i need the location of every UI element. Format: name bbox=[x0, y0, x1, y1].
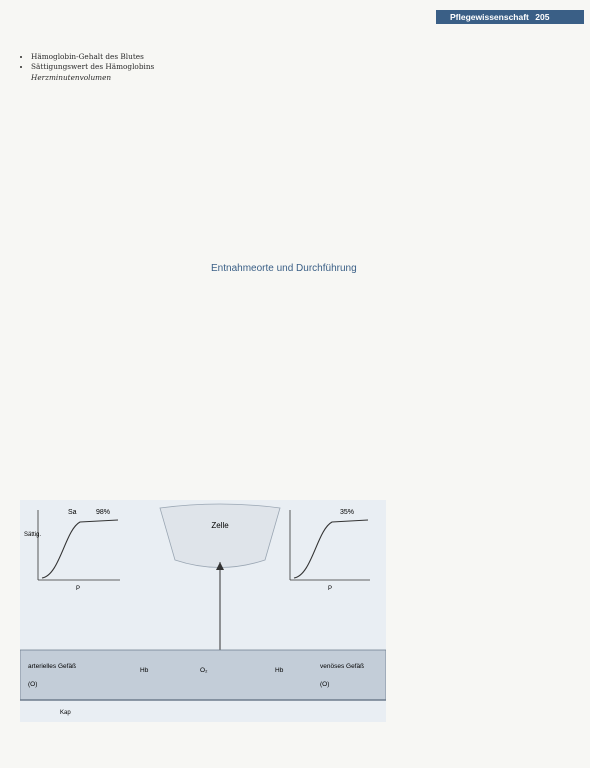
bullet-item: • Hämoglobin-Gehalt des Blutes bbox=[31, 52, 193, 62]
left-sat-unit: Sättig. bbox=[24, 532, 42, 538]
section-title: Pflegewissenschaft bbox=[450, 12, 529, 22]
formula-label: Herzminutenvolumen bbox=[31, 73, 112, 83]
capillary-vessel bbox=[20, 650, 386, 700]
right-x-label: P bbox=[328, 586, 333, 592]
right-vessel-label: venöses Gefäß bbox=[320, 663, 365, 670]
o2-label: O₂ bbox=[200, 667, 208, 674]
text-column-2 bbox=[211, 52, 383, 278]
hb-label-right: Hb bbox=[275, 667, 284, 674]
bullet-list bbox=[21, 52, 193, 72]
section-header bbox=[436, 10, 584, 24]
oxygen-transport-figure bbox=[20, 500, 386, 722]
figure-svg bbox=[20, 500, 386, 722]
left-vessel-code: (O) bbox=[28, 681, 38, 688]
bullet-item: • Sättigungswert des Hämoglobins bbox=[31, 62, 193, 72]
flow-label: Kap bbox=[60, 710, 71, 716]
cell-shape bbox=[160, 504, 280, 568]
right-sat-value: 35% bbox=[340, 509, 355, 516]
left-vessel-label: arterielles Gefäß bbox=[28, 663, 77, 670]
section-heading: Entnahmeorte und Durchführung bbox=[211, 263, 357, 274]
left-x-label: P bbox=[76, 586, 81, 592]
left-sat-value: 98% bbox=[96, 509, 111, 516]
hb-label-left: Hb bbox=[140, 667, 149, 674]
right-vessel-code: (O) bbox=[320, 681, 330, 688]
left-sat-label: Sa bbox=[68, 509, 77, 516]
page-number: 205 bbox=[535, 12, 550, 22]
cell-label: Zelle bbox=[211, 521, 229, 530]
text-column-1 bbox=[21, 52, 193, 84]
